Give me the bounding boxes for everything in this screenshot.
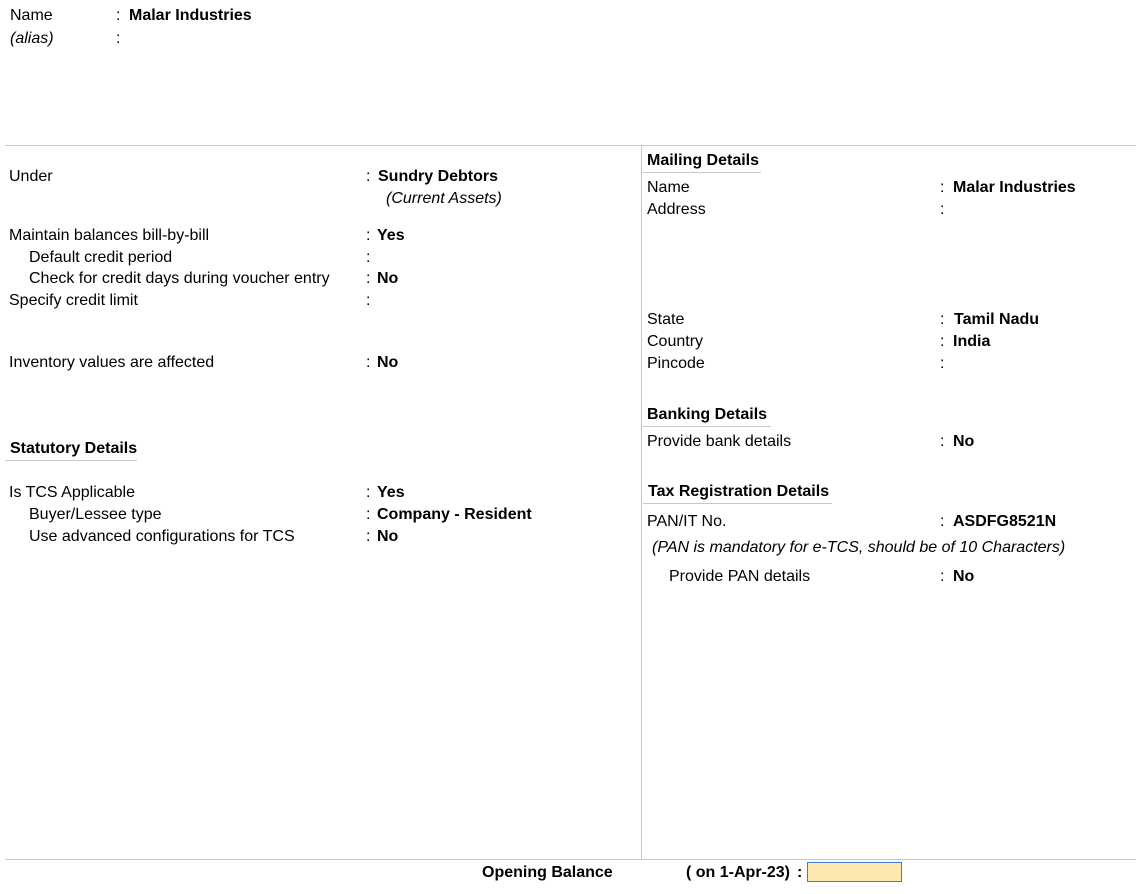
pan-value[interactable]: ASDFG8521N <box>953 513 1057 530</box>
state-colon: : <box>940 311 945 328</box>
mailing-name-label: Name <box>647 179 690 196</box>
pan-details-label: Provide PAN details <box>669 568 811 585</box>
statutory-underline <box>5 460 137 461</box>
default-credit-period-input[interactable] <box>377 248 527 268</box>
tax-registration-title: Tax Registration Details <box>648 483 830 500</box>
pan-details-colon: : <box>940 568 945 585</box>
bottom-divider <box>5 859 1136 860</box>
name-label: Name <box>10 7 53 24</box>
pincode-input[interactable] <box>953 354 1103 374</box>
country-colon: : <box>940 333 945 350</box>
under-colon: : <box>366 168 371 185</box>
default-credit-colon: : <box>366 249 371 266</box>
inventory-colon: : <box>366 354 371 371</box>
mailing-details-title: Mailing Details <box>647 152 760 169</box>
banking-underline <box>643 426 771 427</box>
state-label: State <box>647 311 685 328</box>
under-label: Under <box>9 168 53 185</box>
column-divider <box>641 145 642 859</box>
credit-limit-colon: : <box>366 292 371 309</box>
tcs-colon: : <box>366 484 371 501</box>
mailing-underline <box>643 172 761 173</box>
banking-details-title: Banking Details <box>647 406 768 423</box>
tcs-applicable-value[interactable]: Yes <box>377 484 405 501</box>
name-value[interactable]: Malar Industries <box>129 7 252 24</box>
advanced-colon: : <box>366 528 371 545</box>
opening-balance-colon: : <box>797 864 803 881</box>
top-divider <box>5 145 1136 146</box>
credit-limit-input[interactable] <box>377 291 527 311</box>
buyer-lessee-type-value[interactable]: Company - Resident <box>377 506 532 523</box>
bank-colon: : <box>940 433 945 450</box>
name-colon: : <box>116 7 121 24</box>
check-credit-colon: : <box>366 270 371 287</box>
opening-balance-date: ( on 1-Apr-23) <box>686 864 790 881</box>
alias-colon: : <box>116 30 121 47</box>
address-colon: : <box>940 201 945 218</box>
buyer-lessee-type-label: Buyer/Lessee type <box>29 506 162 523</box>
buyer-colon: : <box>366 506 371 523</box>
statutory-details-title: Statutory Details <box>10 440 138 457</box>
pincode-colon: : <box>940 355 945 372</box>
state-value[interactable]: Tamil Nadu <box>954 311 1040 328</box>
bank-details-label: Provide bank details <box>647 433 792 450</box>
country-label: Country <box>647 333 704 350</box>
country-value[interactable]: India <box>953 333 991 350</box>
tax-underline <box>643 503 832 504</box>
pan-label: PAN/IT No. <box>647 513 727 530</box>
alias-label: (alias) <box>10 30 54 47</box>
maintain-bill-by-bill-label: Maintain balances bill-by-bill <box>9 227 210 244</box>
inventory-affected-value[interactable]: No <box>377 354 399 371</box>
address-input[interactable] <box>953 200 1123 300</box>
default-credit-period-label: Default credit period <box>29 249 173 266</box>
mailing-name-value[interactable]: Malar Industries <box>953 179 1076 196</box>
maintain-bill-by-bill-value[interactable]: Yes <box>377 227 405 244</box>
under-parent-group: (Current Assets) <box>386 190 502 207</box>
pan-colon: : <box>940 513 945 530</box>
advanced-tcs-config-value[interactable]: No <box>377 528 399 545</box>
bank-details-value[interactable]: No <box>953 433 975 450</box>
advanced-tcs-config-label: Use advanced configurations for TCS <box>29 528 295 545</box>
inventory-affected-label: Inventory values are affected <box>9 354 215 371</box>
mailing-name-colon: : <box>940 179 945 196</box>
pincode-label: Pincode <box>647 355 705 372</box>
check-credit-days-value[interactable]: No <box>377 270 399 287</box>
opening-balance-input[interactable] <box>807 862 902 882</box>
tcs-applicable-label: Is TCS Applicable <box>9 484 135 501</box>
pan-note: (PAN is mandatory for e-TCS, should be of 10 Characters) <box>652 539 1066 556</box>
maintain-colon: : <box>366 227 371 244</box>
alias-input[interactable] <box>129 29 329 49</box>
check-credit-days-label: Check for credit days during voucher entry <box>29 270 330 287</box>
credit-limit-label: Specify credit limit <box>9 292 138 309</box>
address-label: Address <box>647 201 706 218</box>
opening-balance-label: Opening Balance <box>482 864 613 881</box>
under-value[interactable]: Sundry Debtors <box>378 168 499 185</box>
pan-details-value[interactable]: No <box>953 568 975 585</box>
